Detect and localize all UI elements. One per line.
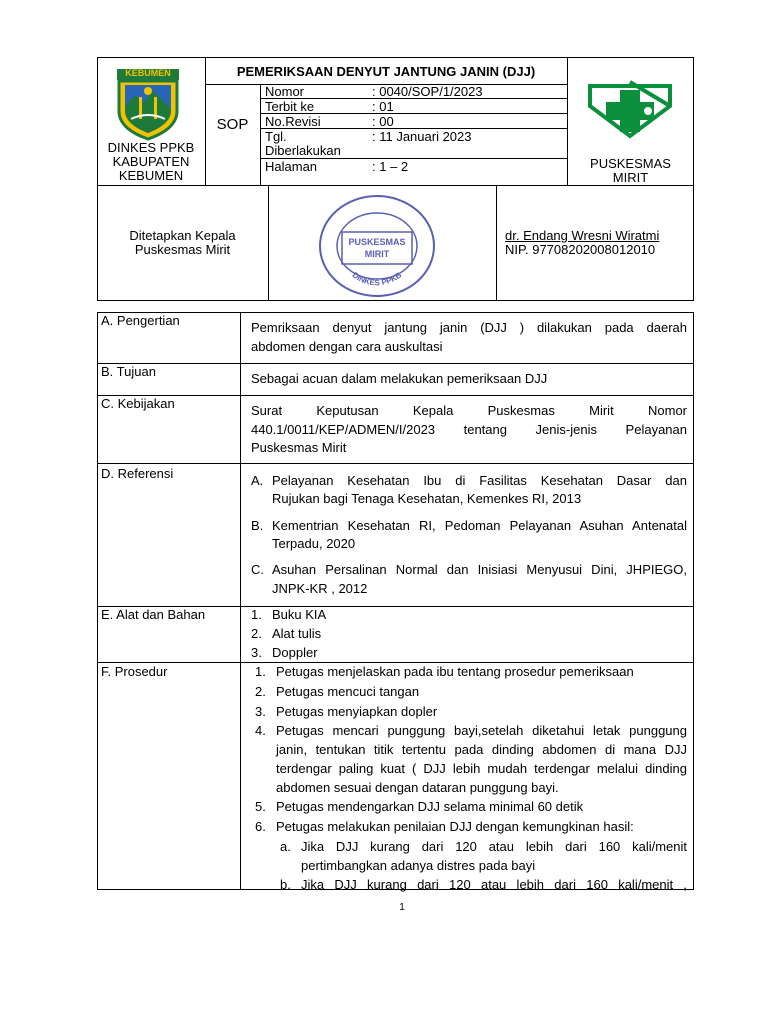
kebijakan-line-2: 440.1/0011/KEP/ADMEN/I/2023 tentang Jenis-jenis Pelayanan bbox=[251, 422, 687, 437]
dinkes-line-3: KEBUMEN bbox=[118, 168, 184, 183]
official-stamp bbox=[318, 194, 436, 298]
prosedur-3-line-1: Petugas menyiapkan dopler bbox=[276, 704, 438, 719]
stamp-center-2: MIRIT bbox=[364, 249, 390, 259]
meta-value-revisi: : 00 bbox=[372, 114, 394, 129]
kebumen-logo bbox=[113, 67, 183, 141]
alat-item-3: Doppler bbox=[272, 645, 318, 660]
referensi-b-line-2: Terpadu, 2020 bbox=[272, 536, 356, 551]
kebumen-logo-text: KEBUMEN bbox=[125, 68, 171, 78]
alat-item-1: Buku KIA bbox=[272, 607, 327, 622]
alat-num-3: 3. bbox=[251, 645, 262, 660]
prosedur-sub-a-line-1: Jika DJJ kurang dari 120 atau lebih dari 160 kali/menit bbox=[301, 839, 687, 854]
puskesmas-line-1: PUSKESMAS bbox=[590, 156, 671, 171]
kebijakan-line-3: Puskesmas Mirit bbox=[251, 440, 347, 455]
prosedur-sub-num-b: b. bbox=[280, 877, 291, 892]
label-alat: E. Alat dan Bahan bbox=[101, 607, 206, 622]
dinkes-line-2: KABUPATEN bbox=[112, 154, 190, 169]
alat-item-2: Alat tulis bbox=[272, 626, 322, 641]
kebijakan-line-1: Surat Keputusan Kepala Puskesmas Mirit Nomor bbox=[251, 403, 687, 418]
prosedur-sub-num-a: a. bbox=[280, 839, 291, 854]
meta-label-diberlakukan: Diberlakukan bbox=[265, 143, 341, 158]
approval-col-2 bbox=[496, 185, 497, 301]
meta-value-terbit: : 01 bbox=[372, 99, 394, 114]
referensi-num-c: C. bbox=[251, 562, 264, 577]
prosedur-4-line-3: terdengar paling kuat ( DJJ lebih mudah terdengar melalui dinding bbox=[276, 761, 687, 776]
referensi-a-line-1: Pelayanan Kesehatan Ibu di Fasilitas Kesehatan Dasar dan bbox=[272, 473, 687, 488]
meta-value-nomor: : 0040/SOP/1/2023 bbox=[372, 84, 483, 99]
alat-num-1: 1. bbox=[251, 607, 262, 622]
meta-value-halaman: : 1 – 2 bbox=[372, 159, 409, 174]
ditetapkan-line-1: Ditetapkan Kepala bbox=[129, 228, 236, 243]
row-divider bbox=[97, 463, 694, 464]
row-divider bbox=[97, 363, 694, 364]
meta-value-tgl: : 11 Januari 2023 bbox=[372, 129, 472, 144]
meta-label-tgl: Tgl. bbox=[265, 129, 287, 144]
prosedur-sub-a-line-2: pertimbangkan adanya distres pada bayi bbox=[301, 858, 536, 873]
label-pengertian: A. Pengertian bbox=[101, 313, 180, 328]
label-column-divider bbox=[240, 312, 241, 890]
alat-num-2: 2. bbox=[251, 626, 262, 641]
meta-label-terbit: Terbit ke bbox=[265, 99, 315, 114]
prosedur-1-line-1: Petugas menjelaskan pada ibu tentang prosedur pemeriksaan bbox=[276, 664, 634, 679]
pengertian-line-1: Pemriksaan denyut jantung janin (DJJ ) dilakukan pada daerah bbox=[251, 320, 687, 335]
referensi-b-line-1: Kementrian Kesehatan RI, Pedoman Pelayanan Asuhan Antenatal bbox=[272, 518, 687, 533]
tujuan-line-1: Sebagai acuan dalam melakukan pemeriksaan DJJ bbox=[251, 371, 548, 386]
prosedur-4-line-1: Petugas mencari punggung bayi,setelah diketahui letak punggung bbox=[276, 723, 687, 738]
label-tujuan: B. Tujuan bbox=[101, 364, 156, 379]
sop-divider bbox=[260, 84, 261, 185]
header-divider bbox=[97, 185, 694, 186]
sop-label: SOP bbox=[216, 116, 249, 133]
prosedur-num-2: 2. bbox=[255, 684, 266, 699]
prosedur-5-line-1: Petugas mendengarkan DJJ selama minimal 60 detik bbox=[276, 799, 584, 814]
prosedur-4-line-4: abdomen sesuai dengan dataran punggung bayi. bbox=[276, 780, 559, 795]
prosedur-num-5: 5. bbox=[255, 799, 266, 814]
ditetapkan-line-2: Puskesmas Mirit bbox=[134, 242, 231, 257]
sop-title: PEMERIKSAAN DENYUT JANTUNG JANIN (DJJ) bbox=[236, 64, 536, 79]
signer-nip: NIP. 97708202008012010 bbox=[505, 242, 656, 257]
prosedur-num-4: 4. bbox=[255, 723, 266, 738]
meta-label-halaman: Halaman bbox=[265, 159, 318, 174]
dinkes-line-1: DINKES PPKB bbox=[107, 140, 195, 155]
prosedur-2-line-1: Petugas mencuci tangan bbox=[276, 684, 420, 699]
puskesmas-logo bbox=[586, 78, 674, 140]
row-divider bbox=[97, 395, 694, 396]
meta-label-nomor: Nomor bbox=[265, 84, 305, 99]
referensi-c-line-2: JNPK-KR , 2012 bbox=[272, 581, 368, 596]
label-prosedur: F. Prosedur bbox=[101, 664, 168, 679]
stamp-center-1: PUSKESMAS bbox=[348, 237, 406, 247]
signer-name: dr. Endang Wresni Wiratmi bbox=[505, 228, 660, 243]
meta-label-revisi: No.Revisi bbox=[265, 114, 321, 129]
approval-col-1 bbox=[268, 185, 269, 301]
page-number: 1 bbox=[399, 902, 405, 913]
prosedur-sub-b-line-1: Jika DJJ kurang dari 120 atau lebih dari 160 kali/menit , bbox=[301, 877, 687, 892]
label-kebijakan: C. Kebijakan bbox=[101, 396, 175, 411]
referensi-c-line-1: Asuhan Persalinan Normal dan Inisiasi Menyusui Dini, JHPIEGO, bbox=[272, 562, 687, 577]
prosedur-num-6: 6. bbox=[255, 819, 266, 834]
referensi-num-b: B. bbox=[251, 518, 264, 533]
label-referensi: D. Referensi bbox=[101, 466, 174, 481]
referensi-num-a: A. bbox=[251, 473, 264, 488]
prosedur-4-line-2: janin, tentukan titik tertentu pada dinding abdomen di mana DJJ bbox=[276, 742, 687, 757]
stamp-ring-text bbox=[318, 194, 436, 196]
prosedur-num-3: 3. bbox=[255, 704, 266, 719]
stamp-bottom-text: DINKES PPKB bbox=[350, 270, 404, 288]
row-divider bbox=[97, 662, 694, 663]
referensi-a-line-2: Rujukan bagi Tenaga Kesehatan, Kemenkes RI, 2013 bbox=[272, 491, 582, 506]
pengertian-line-2: abdomen dengan cara auskultasi bbox=[251, 339, 443, 354]
prosedur-num-1: 1. bbox=[255, 664, 266, 679]
prosedur-6-line-1: Petugas melakukan penilaian DJJ dengan kemungkinan hasil: bbox=[276, 819, 634, 834]
puskesmas-line-2: MIRIT bbox=[612, 170, 649, 185]
